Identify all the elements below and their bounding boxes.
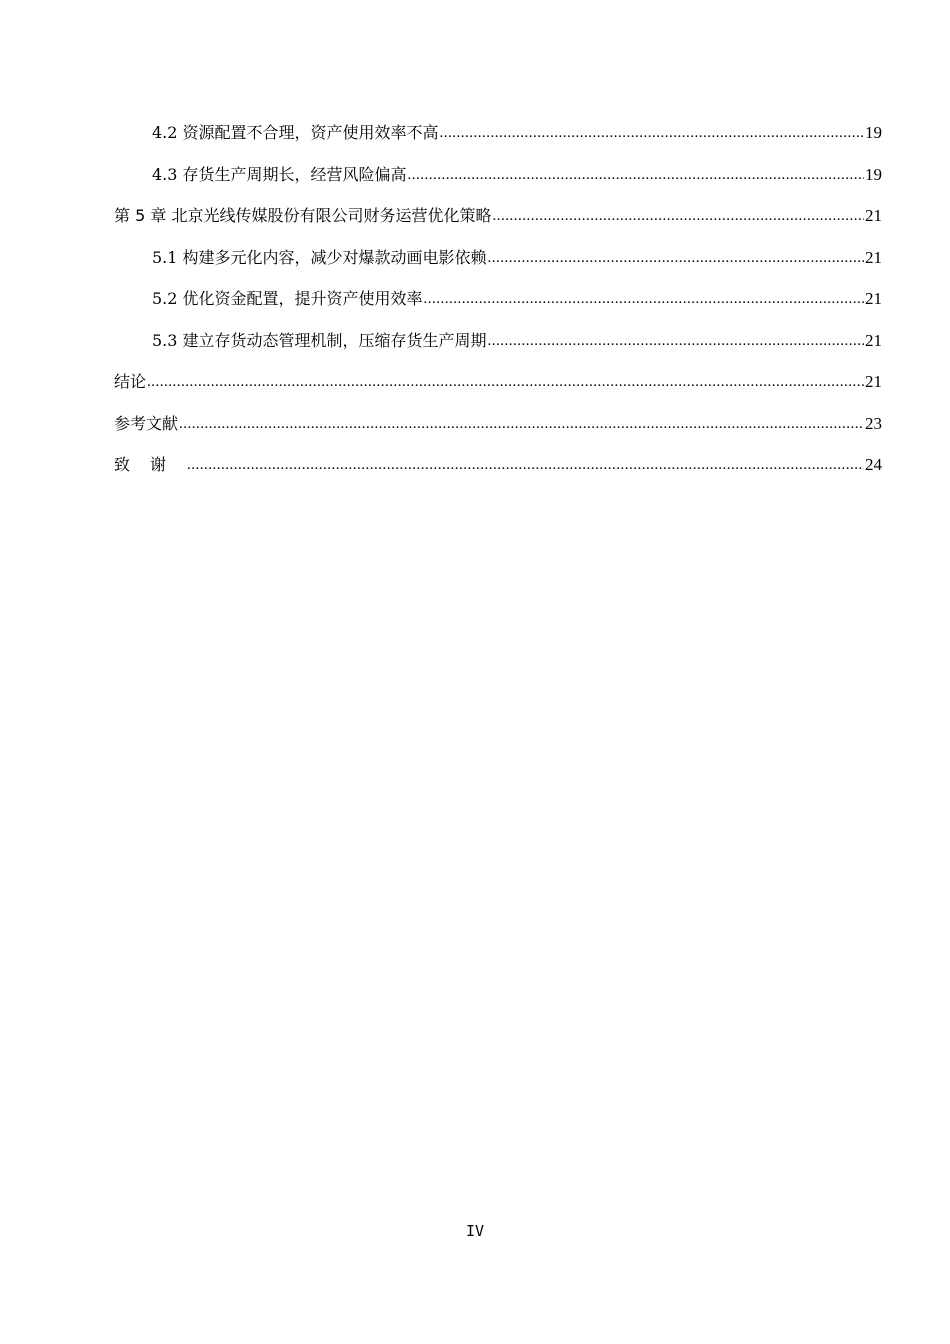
- toc-entry-chapter-5[interactable]: [114, 201, 882, 243]
- toc-entry-acknowledgements[interactable]: [114, 450, 882, 492]
- dot-leader: [187, 449, 864, 480]
- toc-entry-page: 21: [865, 330, 882, 350]
- toc-entry-4-3[interactable]: [114, 160, 882, 202]
- toc-entry-4-2[interactable]: [114, 118, 882, 160]
- toc-entry-5-1[interactable]: [114, 243, 882, 285]
- toc-entry-title: 4.3 存货生产周期长，经营风险偏高: [152, 164, 407, 184]
- toc-entry-title: 结论: [114, 372, 147, 391]
- toc-entry-5-3[interactable]: [114, 326, 882, 368]
- toc-entry-page: 19: [865, 164, 882, 184]
- toc-entry-page: 24: [865, 455, 882, 474]
- dot-leader: [147, 366, 864, 397]
- toc-entry-title: [114, 450, 186, 480]
- dot-leader: [488, 242, 864, 273]
- dot-leader: [424, 283, 864, 314]
- toc-entry-conclusion[interactable]: [114, 367, 882, 409]
- toc-entry-title: 第 5 章 北京光线传媒股份有限公司财务运营优化策略: [114, 206, 492, 225]
- toc-entry-page: 21: [865, 206, 882, 225]
- page-number: IV: [465, 1222, 485, 1240]
- dot-leader: [440, 117, 864, 148]
- toc-entry-title-text: 致谢: [114, 455, 187, 474]
- toc-entry-5-2[interactable]: [114, 284, 882, 326]
- toc-entry-page: 21: [865, 247, 882, 267]
- toc-entry-title: 4.2 资源配置不合理，资产使用效率不高: [152, 123, 439, 142]
- toc-entry-title: 参考文献: [114, 413, 179, 433]
- toc-entry-title: 5.2 优化资金配置，提升资产使用效率: [152, 289, 423, 308]
- toc-entry-title: 5.1 构建多元化内容，减少对爆款动画电影依赖: [152, 247, 487, 267]
- dot-leader: [492, 200, 864, 231]
- toc-entry-page: 21: [865, 372, 882, 391]
- dot-leader: [488, 325, 864, 356]
- toc-entry-page: 23: [865, 413, 882, 433]
- toc-entry-page: 21: [865, 289, 882, 308]
- toc-entry-page: 19: [865, 123, 882, 142]
- toc-entry-title: 5.3 建立存货动态管理机制，压缩存货生产周期: [152, 330, 487, 350]
- table-of-contents: [114, 118, 882, 492]
- toc-entry-references[interactable]: [114, 409, 882, 451]
- dot-leader: [179, 408, 864, 439]
- dot-leader: [408, 159, 864, 190]
